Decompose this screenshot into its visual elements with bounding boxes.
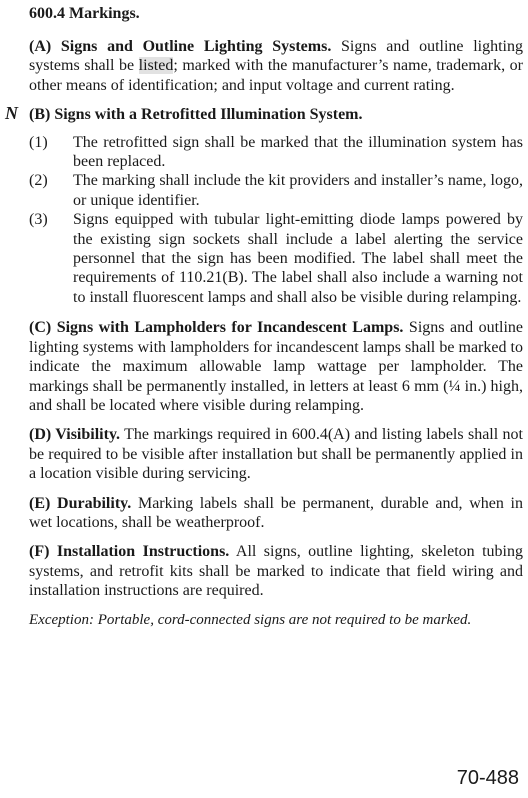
section-a-heading: (A) Signs and Outline Lighting Systems. — [29, 38, 332, 55]
section-f-heading: (F) Installation Instructions. — [29, 543, 230, 561]
section-c — [29, 318, 523, 415]
document-content — [5, 4, 524, 630]
section-e — [29, 494, 523, 533]
list-item-number: (2) — [29, 172, 48, 190]
list-item-number: (3) — [29, 211, 48, 229]
list-item-number: (1) — [29, 133, 48, 151]
section-b-list — [29, 133, 523, 308]
section-f — [29, 542, 523, 600]
list-item-text: Signs equipped with tubular light-emitting diode lamps powered by the existing sign sockets shall include a label alerting the service personnel that the sign has been modified. The label shall meet the requirements of 110.21(B). The label shall also include a warning not to install fluorescent lamps and shall also be visible during relamping. — [73, 211, 523, 306]
list-item — [29, 210, 523, 307]
section-title: 600.4 Markings. — [29, 5, 140, 22]
section-d-text: The markings required in 600.4(A) and listing labels shall not be required to be visible after installation but shall be permanently applied in a location visible during servicing. — [29, 426, 523, 483]
section-c-heading: (C) Signs with Lampholders for Incandescent Lamps. — [29, 319, 404, 337]
list-item — [29, 133, 523, 172]
section-b-heading: (B) Signs with a Retrofitted Illumination System. — [29, 106, 363, 124]
section-c-text: Signs and outline lighting systems with lampholders for incandescent lamps shall be marked to indicate the maximum allowable lamp wattage per lampholder. The markings shall be permanently installed, in letters at least 6 mm (¼ in.) high, and shall be located where visible during relamping. — [29, 319, 523, 414]
highlighted-word: listed — [138, 57, 174, 75]
page-number: 70-488 — [456, 767, 519, 789]
section-d-heading: (D) Visibility. — [29, 426, 121, 444]
section-a — [29, 37, 523, 95]
list-item-text: The marking shall include the kit providers and installer’s name, logo, or unique identifier. — [73, 172, 523, 209]
section-b-heading-row — [5, 103, 523, 124]
new-content-marker: N — [5, 103, 18, 124]
exception-note: Exception: Portable, cord-connected signs are not required to be marked. — [29, 611, 472, 628]
section-a-text-after: ; marked with the manufacturer’s name, trademark, or other means of identification; and input voltage and current rating. — [29, 57, 523, 94]
section-e-text: Marking labels shall be permanent, durable and, when in wet locations, shall be weatherproof. — [29, 494, 523, 531]
section-f-text: All signs, outline lighting, skeleton tubing systems, and retrofit kits shall be marked to indicate that field wiring and installation instructions are required. — [29, 543, 523, 600]
list-item — [29, 171, 523, 210]
section-e-heading: (E) Durability. — [29, 494, 132, 512]
list-item-text: The retrofitted sign shall be marked that the illumination system has been replaced. — [73, 133, 523, 171]
section-d — [29, 425, 523, 483]
section-a-text-before: Signs and outline lighting systems shall be — [29, 38, 524, 75]
